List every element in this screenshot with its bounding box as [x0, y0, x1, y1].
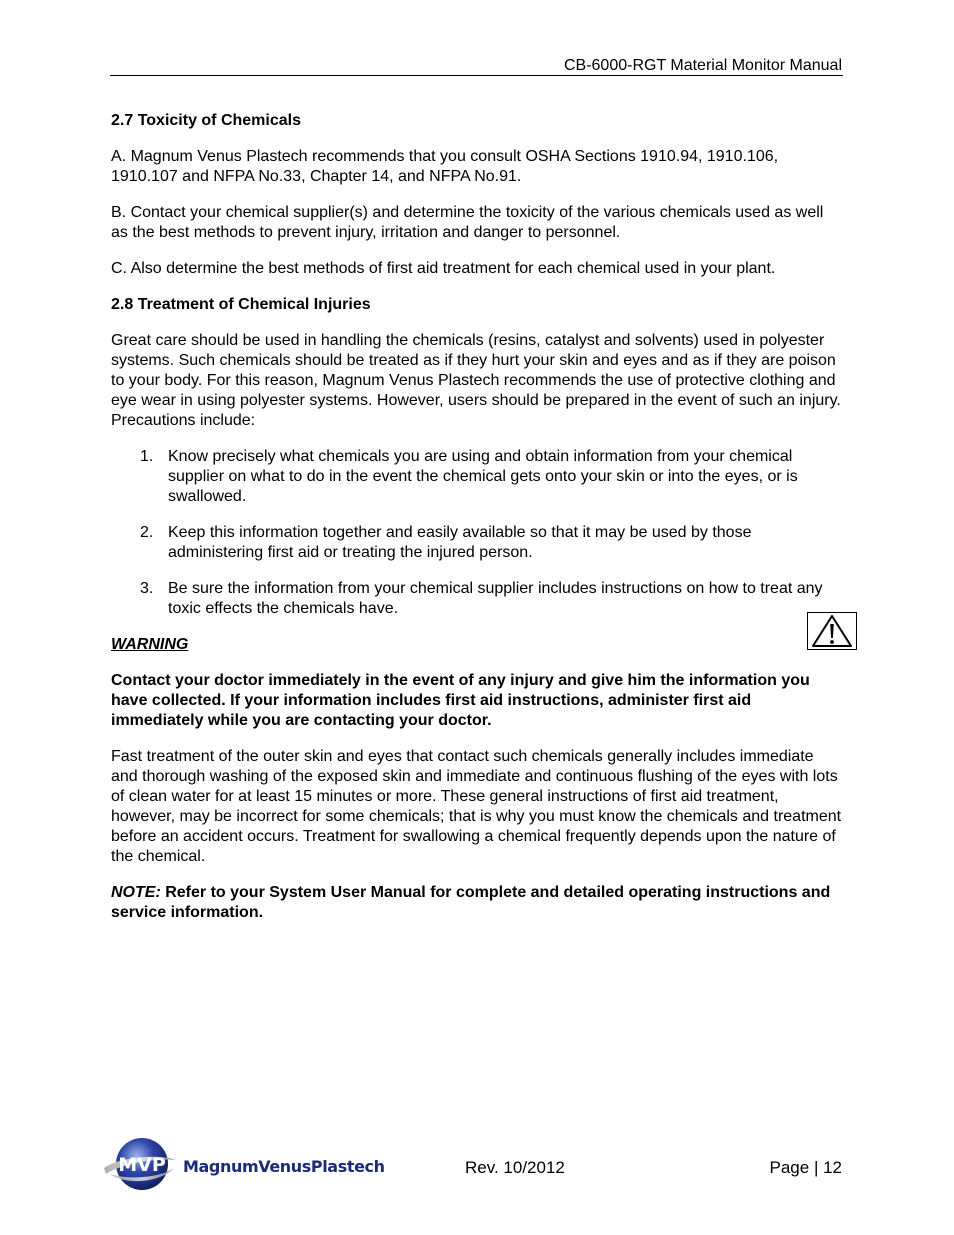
list-item-number: 1.	[140, 448, 154, 465]
list-item	[111, 523, 844, 563]
mvp-globe-logo-icon	[100, 1134, 180, 1196]
page-number: Page | 12	[769, 1158, 842, 1177]
section-treatment	[111, 295, 844, 923]
note-label: NOTE:	[111, 884, 161, 901]
manual-title: CB-6000-RGT Material Monitor Manual	[563, 57, 842, 74]
list-item-text: Know precisely what chemicals you are using and obtain information from your chemical supplier on what to do in the event the chemical gets onto your skin or into the eyes, or is swallowed.	[168, 448, 798, 505]
paragraph-c: C. Also determine the best methods of first aid treatment for each chemical used in your plant.	[111, 260, 776, 277]
paragraph-b: B. Contact your chemical supplier(s) and determine the toxicity of the various chemicals used as well as the best methods to prevent injury, irritation and danger to personnel.	[111, 204, 824, 241]
header-rule	[110, 75, 843, 76]
warning-text: Contact your doctor immediately in the event of any injury and give him the information you have collected. If your information includes first aid instructions, administer first aid immediately while you are contacting your doctor.	[111, 672, 810, 729]
list-item-text: Be sure the information from your chemical supplier includes instructions on how to treat any toxic effects the chemicals have.	[168, 580, 823, 617]
precautions-list	[111, 447, 844, 619]
section-heading-toxicity: 2.7 Toxicity of Chemicals	[111, 112, 301, 129]
paragraph-a: A. Magnum Venus Plastech recommends that you consult OSHA Sections 1910.94, 1910.106, 1910.107 and NFPA No.33, Chapter 14, and NFPA No.91.	[111, 148, 779, 185]
treatment-intro: Great care should be used in handling the chemicals (resins, catalyst and solvents) used in polyester systems. Such chemicals should be treated as if they hurt your skin and eyes and as if they are poison to your body. For this reason, Magnum Venus Plastech recommends the use of protective clothing and eye wear in using polyester systems. However, users should be prepared in the event of such an injury. Precautions include:	[111, 332, 841, 429]
note-text: Refer to your System User Manual for complete and detailed operating instructions and service information.	[111, 884, 831, 921]
warning-label: WARNING	[111, 636, 189, 653]
list-item	[111, 579, 844, 619]
warning-row	[111, 635, 844, 655]
logo-wordmark: MagnumVenusPlastech	[183, 1157, 385, 1176]
section-toxicity	[111, 111, 844, 279]
revision-date: Rev. 10/2012	[465, 1158, 565, 1177]
note	[111, 883, 844, 923]
section-heading-treatment: 2.8 Treatment of Chemical Injuries	[111, 296, 371, 313]
warning-triangle-icon	[807, 612, 857, 650]
page-content	[111, 111, 844, 939]
treatment-paragraph: Fast treatment of the outer skin and eyes that contact such chemicals generally includes immediate and thorough washing of the exposed skin and immediate and continuous flushing of the eyes with lots of clean water for at least 15 minutes or more. These general instructions of first aid treatment, however, may be incorrect for some chemicals; that is why you must know the chemicals and treatment before an accident occurs. Treatment for swallowing a chemical frequently depends upon the nature of the chemical.	[111, 748, 842, 865]
list-item	[111, 447, 844, 507]
list-item-text: Keep this information together and easily available so that it may be used by those administering first aid or treating the injured person.	[168, 524, 752, 561]
logo-mark: MVP	[118, 1154, 166, 1176]
list-item-number: 2.	[140, 524, 154, 541]
list-item-number: 3.	[140, 580, 154, 597]
company-logo	[100, 1134, 390, 1194]
